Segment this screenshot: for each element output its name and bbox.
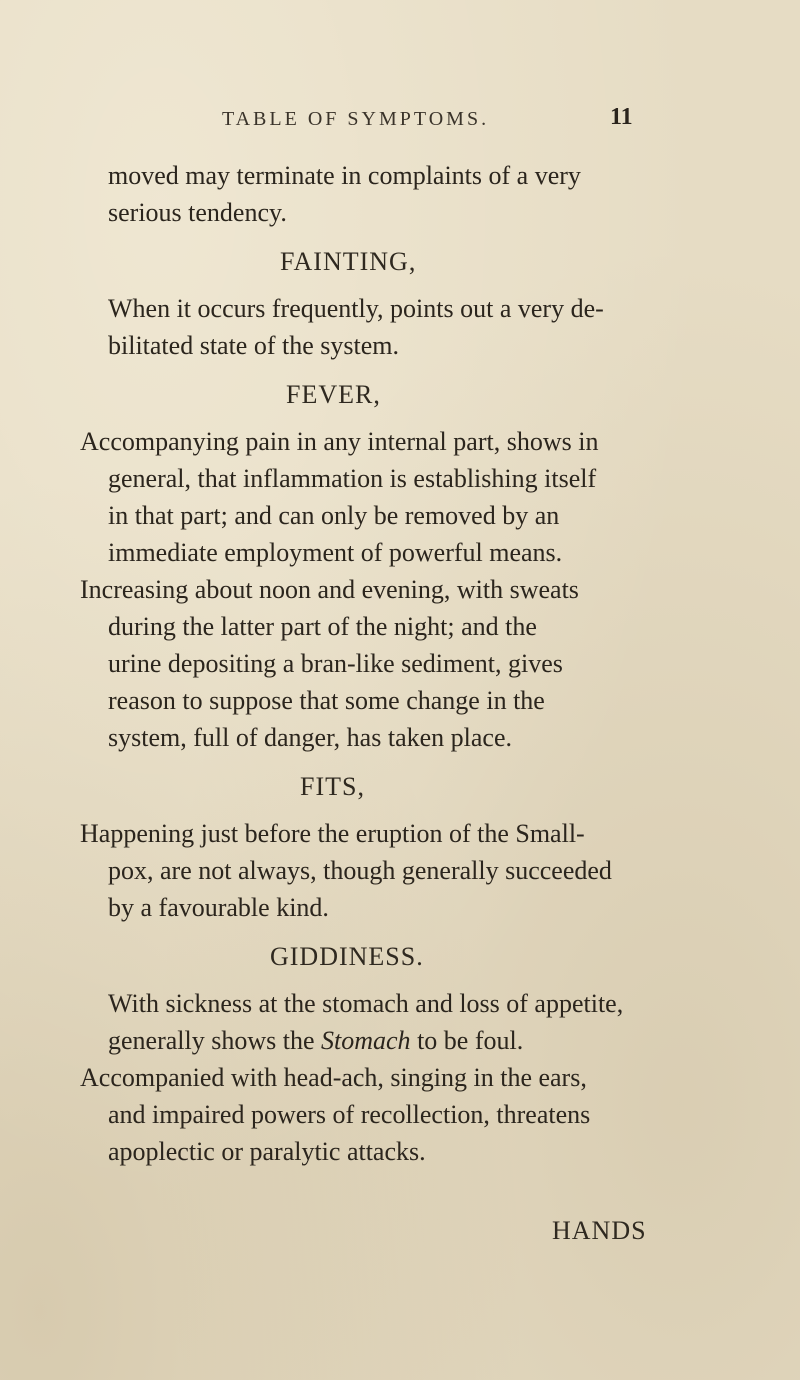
body-line: bilitated state of the system. <box>108 331 399 360</box>
page-number: 11 <box>610 104 633 130</box>
body-line: pox, are not always, though generally succeeded <box>108 856 612 885</box>
section-heading-giddiness: GIDDINESS. <box>270 942 424 971</box>
body-line: Accompanying pain in any internal part, shows in <box>80 427 599 456</box>
body-line: and impaired powers of recollection, threatens <box>108 1100 591 1129</box>
body-line: Increasing about noon and evening, with sweats <box>80 575 579 604</box>
section-heading-fits: FITS, <box>300 772 365 801</box>
body-line: system, full of danger, has taken place. <box>108 723 512 752</box>
body-line: reason to suppose that some change in the <box>108 686 545 715</box>
running-head-title: TABLE OF SYMPTOMS. <box>222 108 490 130</box>
italic-word: Stomach <box>321 1026 411 1055</box>
body-line: When it occurs frequently, points out a very de- <box>108 294 604 323</box>
body-line: serious tendency. <box>108 198 287 227</box>
body-line: immediate employment of powerful means. <box>108 538 563 567</box>
body-line: during the latter part of the night; and the <box>108 612 537 641</box>
running-head <box>0 104 800 138</box>
section-heading-fainting: FAINTING, <box>280 247 417 276</box>
body-line: Happening just before the eruption of the Small- <box>80 819 585 848</box>
body-text: generally shows the <box>108 1026 315 1055</box>
catchword: HANDS <box>552 1216 647 1245</box>
body-line: With sickness at the stomach and loss of appetite, <box>108 989 624 1018</box>
body-line: Accompanied with head-ach, singing in the ears, <box>80 1063 587 1092</box>
body-line: general, that inflammation is establishing itself <box>108 464 597 493</box>
body-line: apoplectic or paralytic attacks. <box>108 1137 426 1166</box>
body-line: in that part; and can only be removed by an <box>108 501 560 530</box>
body-line: urine depositing a bran-like sediment, gives <box>108 649 563 678</box>
body-line: moved may terminate in complaints of a very <box>108 161 581 190</box>
body-line <box>108 1025 523 1057</box>
section-heading-fever: FEVER, <box>286 380 381 409</box>
body-text: to be foul. <box>417 1026 524 1055</box>
body-line: by a favourable kind. <box>108 893 329 922</box>
